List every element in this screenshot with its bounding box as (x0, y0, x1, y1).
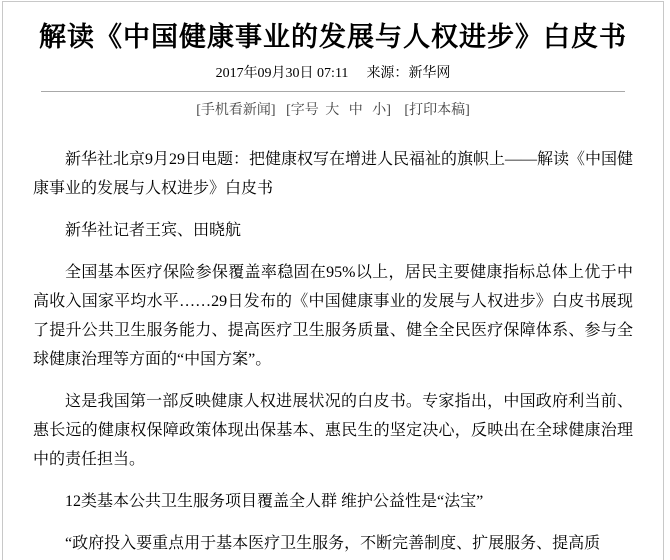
header-divider (41, 91, 625, 92)
page-container (2, 1, 664, 560)
source-label: 来源： (366, 66, 409, 81)
article-body (33, 145, 633, 558)
article-subheading: 12类基本公共卫生服务项目覆盖全人群 维护公益性是“法宝” (65, 493, 484, 510)
article-paragraph: 这是我国第一部反映健康人权进展状况的白皮书。专家指出，中国政府利当前、惠长远的健康权保障政策体现出保基本、惠民生的坚定决心，反映出在全球健康治理中的责任担当。 (33, 393, 633, 468)
article-toolbar (3, 101, 663, 120)
source-name: 新华网 (408, 66, 451, 81)
mobile-news-link[interactable]: [手机看新闻] (196, 103, 276, 118)
print-link[interactable]: [打印本稿] (404, 103, 470, 118)
publish-datetime: 2017年09月30日 07:11 (215, 66, 349, 81)
article-paragraph: 全国基本医疗保险参保覆盖率稳固在95%以上，居民主要健康指标总体上优于中高收入国家平均水平……29日发布的《中国健康事业的发展与人权进步》白皮书展现了提升公共卫生服务能力、提高医疗卫生服务质量、健全全民医疗保障体系、参与全球健康治理等方面的“中国方案”。 (33, 264, 633, 368)
font-size-large-button[interactable]: 大 (325, 103, 340, 118)
article-title: 解读《中国健康事业的发展与人权进步》白皮书 (39, 22, 627, 52)
article-paragraph: 新华社北京9月29日电题：把健康权写在增进人民福祉的旗帜上——解读《中国健康事业的发展与人权进步》白皮书 (33, 151, 634, 197)
article-byline: 新华社记者王宾、田晓航 (65, 222, 242, 239)
article-meta (3, 65, 663, 83)
font-size-label: [字号 (286, 103, 319, 118)
font-size-medium-button[interactable]: 中 (348, 103, 363, 118)
font-size-small-button[interactable]: 小] (372, 103, 391, 118)
font-size-group (286, 103, 394, 118)
article-paragraph: “政府投入要重点用于基本医疗卫生服务，不断完善制度、扩展服务、提高质 (65, 535, 601, 552)
